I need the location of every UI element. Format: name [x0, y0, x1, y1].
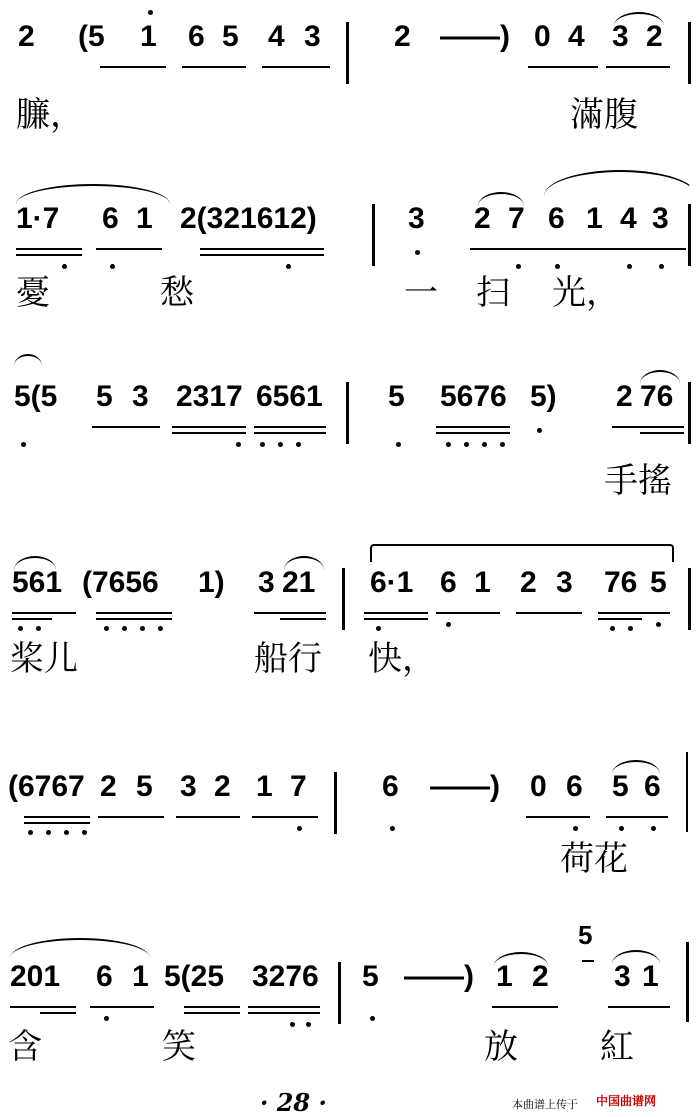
note: ——) [404, 960, 474, 993]
note: 2(321612) [180, 202, 317, 235]
note: 5 [362, 960, 379, 993]
octave-dot [390, 826, 395, 831]
beam [172, 432, 246, 434]
note: 561 [12, 566, 63, 599]
slur [370, 544, 674, 562]
octave-dot [651, 826, 656, 831]
beam [608, 1006, 670, 1008]
beam [262, 66, 330, 68]
note: 3 [258, 566, 275, 599]
lyric: 笑 [162, 1027, 196, 1067]
beam [248, 1012, 320, 1014]
note: 3 [612, 20, 629, 53]
upload-credit: 本曲谱上传于 [512, 1099, 578, 1111]
octave-dot [110, 264, 115, 269]
note: 1 [256, 770, 273, 803]
octave-dot [140, 626, 145, 631]
barline [688, 204, 691, 266]
slur [16, 184, 170, 204]
note: 3 [652, 202, 669, 235]
lyric: 含 [8, 1027, 42, 1067]
lyric: 手搖 [604, 461, 672, 501]
octave-dot [610, 626, 615, 631]
octave-dot [278, 442, 283, 447]
slur [14, 556, 56, 570]
octave-dot [376, 626, 381, 631]
note: 1 [132, 960, 149, 993]
beam [248, 1006, 320, 1008]
beam [90, 1006, 154, 1008]
note: 5 [222, 20, 239, 53]
note: 6 [440, 566, 457, 599]
octave-dot [236, 442, 241, 447]
lyric: 扫 [476, 273, 510, 313]
lyric: 一 [404, 273, 438, 313]
octave-dot [122, 626, 127, 631]
octave-dot [64, 830, 69, 835]
note: (5 [78, 20, 105, 53]
note: 6 [188, 20, 205, 53]
beam [12, 612, 76, 614]
octave-dot [297, 826, 302, 831]
note: 5 [612, 770, 629, 803]
note: 3 [132, 380, 149, 413]
note: 3 [556, 566, 573, 599]
note: 5) [530, 380, 557, 413]
beam [96, 612, 172, 614]
octave-dot [28, 830, 33, 835]
barline [688, 22, 691, 84]
beam [436, 432, 510, 434]
octave-dot [500, 442, 505, 447]
slur [640, 370, 680, 384]
octave-dot [627, 264, 632, 269]
note: 2317 [176, 380, 243, 413]
barline [372, 204, 375, 266]
beam [10, 1006, 76, 1008]
notation-line [0, 202, 700, 272]
octave-dot [260, 442, 265, 447]
lyric: 滿腹 [570, 95, 638, 135]
beam [24, 822, 90, 824]
beam [254, 426, 326, 428]
beam [96, 618, 172, 620]
note: 7 [508, 202, 525, 235]
site-logo[interactable]: 中国曲谱网 [596, 1094, 657, 1108]
octave-dot [158, 626, 163, 631]
note: ——) [430, 770, 500, 803]
note: 1 [586, 202, 603, 235]
lyric: 放 [484, 1027, 518, 1067]
slur [612, 760, 660, 774]
note: 6 [102, 202, 119, 235]
note: 2 [214, 770, 231, 803]
slur [612, 950, 660, 964]
beam [526, 816, 590, 818]
note: 6561 [256, 380, 323, 413]
note: 2 [100, 770, 117, 803]
beam [176, 816, 240, 818]
note: 2 [474, 202, 491, 235]
slur [544, 170, 697, 196]
note: (6767 [8, 770, 85, 803]
beam [516, 612, 582, 614]
octave-dot [36, 626, 41, 631]
note: 3 [304, 20, 321, 53]
beam [436, 612, 500, 614]
octave-dot [104, 626, 109, 631]
note: 2 [394, 20, 411, 53]
beam [92, 426, 160, 428]
barline [686, 942, 689, 1022]
note: 201 [10, 960, 61, 993]
notation-line [0, 20, 700, 90]
slur [494, 952, 548, 966]
lyric: 船行 [254, 639, 322, 679]
barline [338, 962, 341, 1024]
beam [98, 816, 164, 818]
beam [364, 612, 428, 614]
note: 76 [604, 566, 638, 599]
note: 3276 [252, 960, 319, 993]
lyric: 光， [552, 273, 620, 313]
octave-dot [148, 10, 153, 15]
notation-line [0, 960, 700, 1030]
barline [346, 22, 349, 84]
note: (7656 [82, 566, 159, 599]
beam [598, 618, 642, 620]
octave-dot [446, 442, 451, 447]
beam [200, 248, 324, 250]
beam [16, 254, 82, 256]
note: 1·7 [16, 202, 60, 235]
lyric: 紅 [600, 1027, 634, 1067]
lyric: 臁， [16, 95, 84, 135]
lyric: 快， [368, 639, 436, 679]
beam [184, 1006, 240, 1008]
note: 2 [532, 960, 549, 993]
note: 2 [520, 566, 537, 599]
octave-dot [464, 442, 469, 447]
octave-dot [18, 626, 23, 631]
beam [470, 248, 686, 250]
beam [100, 66, 166, 68]
slur [284, 556, 324, 570]
slur [614, 12, 664, 26]
beam [436, 426, 510, 428]
note: 5(5 [14, 380, 58, 413]
beam [528, 66, 598, 68]
beam [24, 816, 90, 818]
note: 21 [282, 566, 316, 599]
octave-dot [516, 264, 521, 269]
note: 5 [388, 380, 405, 413]
octave-dot [659, 264, 664, 269]
octave-dot [482, 442, 487, 447]
barline [346, 382, 349, 444]
page-number: · 28 · [260, 1088, 327, 1117]
note: ——) [440, 20, 510, 53]
note: 6·1 [370, 566, 414, 599]
note: 5 [650, 566, 667, 599]
lyric: 愁 [160, 273, 194, 313]
octave-dot [46, 830, 51, 835]
octave-dot [21, 442, 26, 447]
octave-dot [370, 1016, 375, 1021]
note: 1 [474, 566, 491, 599]
note: 1 [642, 960, 659, 993]
beam [40, 1012, 76, 1014]
slur [14, 354, 42, 366]
beam [254, 612, 326, 614]
octave-dot [446, 622, 451, 627]
slur [478, 192, 524, 206]
beam [16, 248, 82, 250]
grace-tie [582, 960, 594, 962]
lyric: 荷花 [560, 839, 628, 879]
barline [342, 568, 345, 630]
octave-dot [396, 442, 401, 447]
note: 5(25 [164, 960, 225, 993]
octave-dot [555, 264, 560, 269]
beam [280, 618, 326, 620]
beam [12, 618, 52, 620]
note: 5676 [440, 380, 507, 413]
note: 0 [534, 20, 551, 53]
barline [686, 752, 688, 832]
notation-line [0, 770, 700, 840]
beam [612, 426, 684, 428]
octave-dot [306, 1022, 311, 1027]
grace-note: 5 [578, 920, 593, 950]
note: 1 [496, 960, 513, 993]
lyric: 憂 [16, 273, 50, 313]
note: 5 [136, 770, 153, 803]
octave-dot [290, 1022, 295, 1027]
beam [184, 1012, 240, 1014]
octave-dot [82, 830, 87, 835]
octave-dot [619, 826, 624, 831]
note: 2 [18, 20, 35, 53]
octave-dot [656, 622, 661, 627]
note: 2 [646, 20, 663, 53]
beam [598, 612, 670, 614]
note: 5 [96, 380, 113, 413]
beam [96, 248, 162, 250]
beam [364, 618, 428, 620]
note: 7 [290, 770, 307, 803]
octave-dot [104, 1016, 109, 1021]
beam [172, 426, 246, 428]
octave-dot [537, 428, 542, 433]
octave-dot [296, 442, 301, 447]
note: 6 [566, 770, 583, 803]
note: 1 [140, 20, 157, 53]
note: 6 [96, 960, 113, 993]
beam [492, 1006, 558, 1008]
lyric: 桨儿 [10, 639, 78, 679]
notation-line [0, 566, 700, 636]
notation-line [0, 380, 700, 450]
note: 2 [616, 380, 633, 413]
octave-dot [62, 264, 67, 269]
beam [252, 816, 318, 818]
slur [10, 938, 150, 958]
octave-dot [628, 626, 633, 631]
note: 76 [640, 380, 674, 413]
note: 6 [382, 770, 399, 803]
note: 4 [568, 20, 585, 53]
beam [606, 66, 670, 68]
octave-dot [573, 826, 578, 831]
octave-dot [286, 264, 291, 269]
note: 6 [644, 770, 661, 803]
note: 3 [614, 960, 631, 993]
beam [254, 432, 326, 434]
note: 1 [136, 202, 153, 235]
note: 4 [620, 202, 637, 235]
note: 3 [180, 770, 197, 803]
barline [688, 382, 691, 444]
barline [334, 772, 337, 834]
note: 0 [530, 770, 547, 803]
note: 6 [548, 202, 565, 235]
beam [182, 66, 246, 68]
note: 1) [198, 566, 225, 599]
beam [200, 254, 324, 256]
beam [640, 432, 684, 434]
note: 3 [408, 202, 425, 235]
beam [606, 816, 668, 818]
note: 4 [268, 20, 285, 53]
octave-dot [415, 250, 420, 255]
barline [688, 568, 691, 630]
